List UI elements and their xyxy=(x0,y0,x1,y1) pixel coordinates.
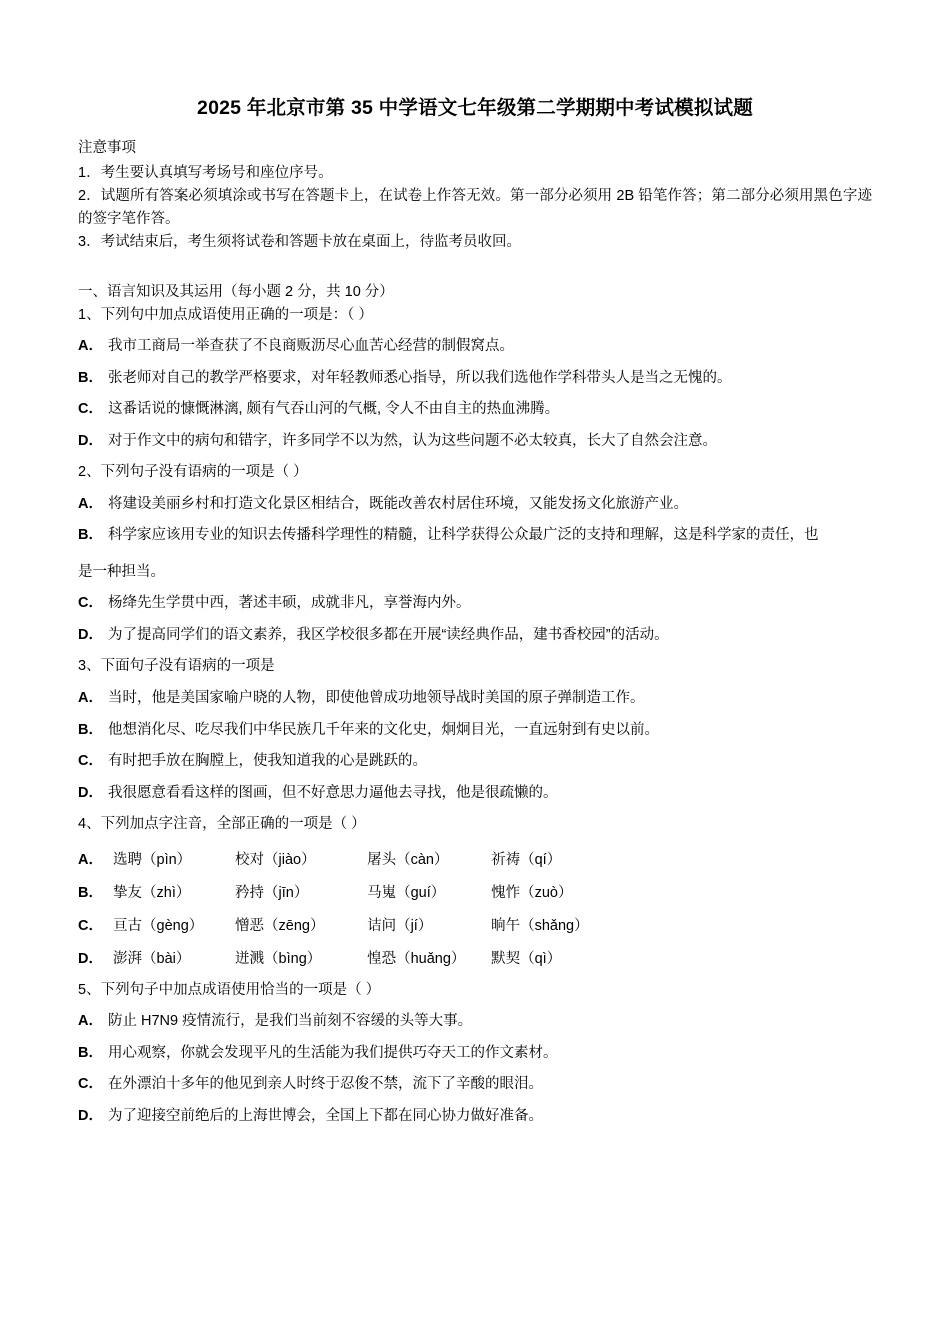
option-label: A． xyxy=(78,851,103,868)
option-d xyxy=(78,624,872,646)
option-label: C． xyxy=(78,595,103,612)
question-1 xyxy=(78,305,872,453)
option-label: B． xyxy=(78,527,103,544)
option-label: B． xyxy=(78,884,103,901)
option-label: B． xyxy=(78,1044,103,1061)
pinyin-cell: 校对（jiào） xyxy=(235,851,316,868)
pinyin-cell: 亘古（gèng） xyxy=(113,917,204,934)
spacer xyxy=(78,254,872,280)
option-c xyxy=(78,1073,872,1095)
option-label: B． xyxy=(78,721,103,738)
question-5 xyxy=(78,980,872,1128)
option-text: 杨绛先生学贯中西，著述丰硕，成就非凡，享誉海内外。 xyxy=(107,595,471,612)
option-b xyxy=(78,719,872,741)
question-stem: 1、下列句中加点成语使用正确的一项是：（ ） xyxy=(78,306,373,323)
option-b xyxy=(78,881,872,902)
pinyin-cell: 惶恐（huǎng） xyxy=(367,950,466,967)
option-text: 将建设美丽乡村和打造文化景区相结合，既能改善农村居住环境，又能发扬文化旅游产业。 xyxy=(107,496,688,512)
option-text: 为了迎接空前绝后的上海世博会，全国上下都在同心协力做好准备。 xyxy=(107,1107,543,1124)
option-a xyxy=(78,687,872,709)
option-c xyxy=(78,914,872,935)
option-text: 防止 H7N9 疫情流行，是我们当前刻不容缓的头等大事。 xyxy=(107,1013,473,1030)
question-3 xyxy=(78,656,872,804)
pinyin-cell: 诘问（jí） xyxy=(367,917,433,934)
pinyin-cell: 澎湃（bài） xyxy=(113,950,191,967)
option-b xyxy=(78,524,872,546)
option-text: 对于作文中的病句和错字，许多同学不以为然，认为这些问题不必太较真，长大了自然会注意。 xyxy=(107,432,717,449)
option-label: D． xyxy=(78,626,103,643)
pinyin-cell: 晌午（shǎng） xyxy=(491,917,589,934)
option-label: D． xyxy=(78,1107,103,1124)
notice-line-2: 2．试题所有答案必须填涂或书写在答题卡上，在试卷上作答无效。第一部分必须用 2B 铅笔作答；第二部分必须用黑色字迹的签字笔作答。 xyxy=(78,187,872,227)
option-b xyxy=(78,1042,872,1064)
pinyin-cell: 挚友（zhì） xyxy=(113,884,191,901)
notice-line-1: 1．考生要认真填写考场号和座位序号。 xyxy=(78,165,333,181)
option-text: 我市工商局一举查获了不良商贩沥尽心血苦心经营的制假窝点。 xyxy=(107,338,514,355)
option-d xyxy=(78,430,872,452)
question-stem: 3、下面句子没有语病的一项是 xyxy=(78,658,275,675)
pinyin-cell: 祈祷（qí） xyxy=(491,851,562,868)
notice-line-3: 3．考试结束后，考生须将试卷和答题卡放在桌面上，待监考员收回。 xyxy=(78,233,522,250)
option-b xyxy=(78,367,872,389)
question-stem: 5、下列句子中加点成语使用恰当的一项是（ ） xyxy=(78,981,381,998)
option-d xyxy=(78,782,872,804)
question-stem: 2、下列句子没有语病的一项是（ ） xyxy=(78,464,308,481)
pinyin-cell: 憎恶（zēng） xyxy=(235,917,325,934)
option-a xyxy=(78,848,872,869)
option-c xyxy=(78,398,872,420)
option-label: A． xyxy=(78,496,103,512)
pinyin-cell: 默契（qì） xyxy=(491,950,562,967)
option-label: C． xyxy=(78,917,103,934)
pinyin-cell: 矜持（jīn） xyxy=(235,884,309,901)
option-d xyxy=(78,947,872,968)
section-heading: 一、语言知识及其运用（每小题 2 分，共 10 分） xyxy=(78,283,394,300)
option-text: 张老师对自己的教学严格要求，对年轻教师悉心指导，所以我们选他作学科带头人是当之无愧的。 xyxy=(107,369,732,386)
question-2 xyxy=(78,462,872,646)
option-label: A． xyxy=(78,338,103,355)
option-b-continuation: 是一种担当。 xyxy=(78,563,165,580)
question-stem: 4、下列加点字注音，全部正确的一项是（ ） xyxy=(78,815,366,832)
pinyin-cell: 选聘（pìn） xyxy=(113,851,192,868)
notice-section xyxy=(78,136,872,254)
option-text: 科学家应该用专业的知识去传播科学理性的精髓，让科学获得公众最广泛的支持和理解，这是科学家的责任，也 xyxy=(107,527,819,544)
pinyin-cell: 屠头（càn） xyxy=(367,851,449,868)
option-label: C． xyxy=(78,1076,103,1093)
option-text: 有时把手放在胸膛上，使我知道我的心是跳跃的。 xyxy=(107,753,427,770)
option-label: C． xyxy=(78,401,103,418)
option-label: A． xyxy=(78,690,103,707)
option-text: 在外漂泊十多年的他见到亲人时终于忍俊不禁，流下了辛酸的眼泪。 xyxy=(107,1076,543,1093)
pinyin-cell: 愧怍（zuò） xyxy=(491,884,573,901)
option-c xyxy=(78,592,872,614)
option-a xyxy=(78,1010,872,1032)
option-text: 为了提高同学们的语文素养，我区学校很多都在开展“读经典作品，建书香校园”的活动。 xyxy=(107,626,669,643)
option-d xyxy=(78,1105,872,1127)
option-text: 他想消化尽、吃尽我们中华民族几千年来的文化史，炯炯目光，一直远射到有史以前。 xyxy=(107,721,659,738)
option-c xyxy=(78,750,872,772)
option-text: 用心观察，你就会发现平凡的生活能为我们提供巧夺天工的作文素材。 xyxy=(107,1044,558,1061)
option-text: 这番话说的慷慨淋漓, 颇有气吞山河的气概, 令人不由自主的热血沸腾。 xyxy=(107,401,560,418)
option-label: D． xyxy=(78,784,103,801)
option-label: D． xyxy=(78,432,103,449)
question-4 xyxy=(78,814,872,968)
page-title: 2025 年北京市第 35 中学语文七年级第二学期期中考试模拟试题 xyxy=(197,97,753,119)
option-label: D． xyxy=(78,950,103,967)
option-label: A． xyxy=(78,1013,103,1030)
pinyin-cell: 迸溅（bìng） xyxy=(235,950,322,967)
option-label: C． xyxy=(78,753,103,770)
pinyin-cell: 马嵬（guí） xyxy=(367,884,446,901)
option-text: 当时，他是美国家喻户晓的人物，即使他曾成功地领导战时美国的原子弹制造工作。 xyxy=(107,690,645,707)
notice-heading: 注意事项 xyxy=(78,140,136,156)
option-label: B． xyxy=(78,369,103,386)
option-a xyxy=(78,335,872,357)
option-text: 我很愿意看看这样的图画，但不好意思力逼他去寻找，他是很疏懒的。 xyxy=(107,784,558,801)
option-a xyxy=(78,493,872,515)
